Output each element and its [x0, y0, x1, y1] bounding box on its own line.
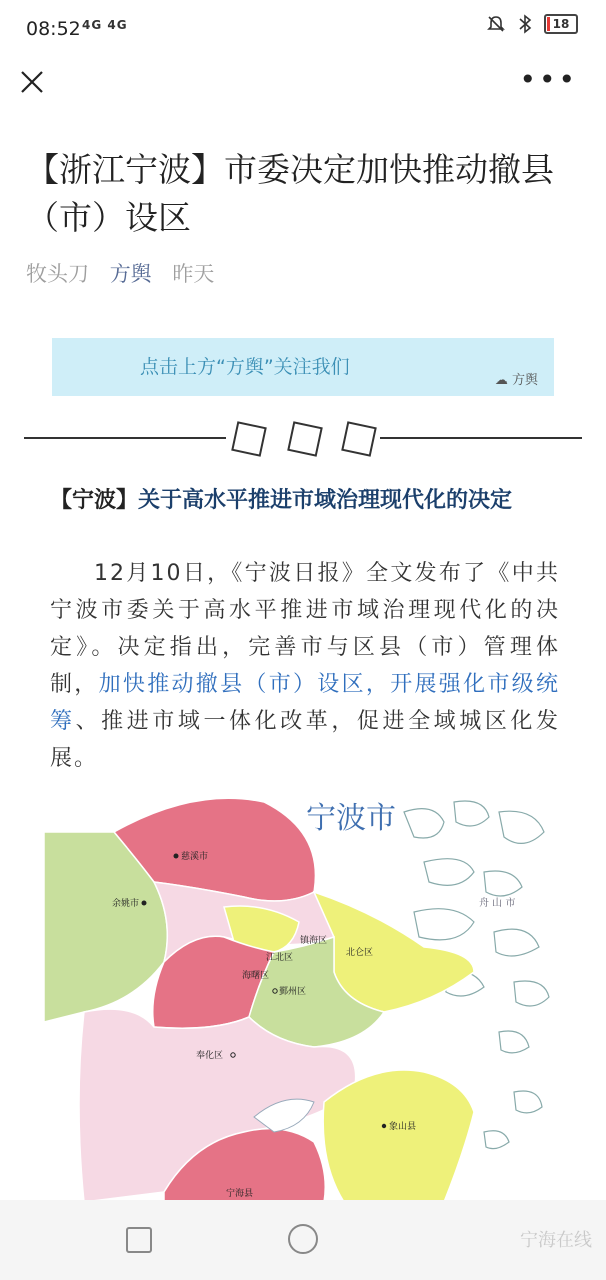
- label-fenghua: 奉化区: [196, 1051, 224, 1061]
- divider-line-right: [380, 437, 582, 439]
- divider-square-icon: [341, 421, 377, 457]
- battery-icon: [544, 14, 578, 34]
- label-jiangbei: 江北区: [266, 953, 294, 963]
- banner-watermark: [495, 369, 538, 388]
- banner-watermark-text: 方舆: [511, 373, 538, 388]
- divider-square-icon: [287, 421, 323, 457]
- account-link[interactable]: 方舆: [109, 262, 152, 286]
- ningbo-map: [44, 772, 562, 1202]
- follow-banner[interactable]: [52, 338, 554, 396]
- system-nav-bar: [0, 1200, 606, 1280]
- label-xiangshan: 象山县: [389, 1122, 417, 1132]
- label-yuyao: 余姚市: [112, 899, 140, 909]
- label-haishu: 海曙区: [242, 971, 270, 981]
- follow-banner-text: 点击上方“方舆”关注我们: [140, 356, 350, 378]
- article-paragraph: [50, 555, 560, 777]
- section-heading-text: 关于高水平推进市域治理现代化的决定: [138, 488, 513, 513]
- article-meta: [26, 258, 214, 288]
- article-title: 【浙江宁波】市委决定加快推动撤县（市）设区: [26, 150, 554, 237]
- region-xiangshan: [323, 1070, 474, 1202]
- status-icons: [486, 14, 578, 34]
- recent-apps-icon[interactable]: [126, 1227, 152, 1253]
- home-icon[interactable]: [288, 1224, 318, 1254]
- paragraph-highlight: 加快推动撤县（市）设区，开展强化市级统筹: [50, 672, 560, 734]
- status-bar: [0, 0, 606, 56]
- divider-line-left: [24, 437, 226, 439]
- paragraph-part-1: 12月10日，《宁波日报》全文发布了《中共宁波市委关于高水平推进市域治理现代化的决定》。决定指出，完善市与区县（市）管理体制，: [50, 561, 560, 697]
- paragraph-part-2: 、推进市域一体化改革，促进全域城区化发展。: [50, 709, 560, 771]
- status-time: 08:52: [26, 18, 81, 40]
- label-ninghai: 宁海县: [226, 1189, 254, 1199]
- map-title: 宁波市: [306, 801, 396, 836]
- site-watermark: 宁海在线: [520, 1230, 592, 1251]
- label-cixi: 慈溪市: [181, 852, 209, 862]
- author: 牧头刀: [26, 262, 89, 286]
- battery-level: 18: [552, 17, 570, 31]
- mute-bell-icon: [486, 14, 506, 34]
- bluetooth-icon: [518, 14, 532, 34]
- close-icon[interactable]: [18, 68, 46, 96]
- label-zhoushan: 舟 山 市: [479, 898, 516, 909]
- section-heading: [50, 482, 560, 519]
- publish-date: 昨天: [172, 262, 215, 286]
- network-signal-icon: 4G 4G: [82, 18, 128, 32]
- label-zhenhai: 镇海区: [300, 936, 328, 946]
- label-yinzhou: 鄞州区: [279, 987, 307, 997]
- divider-square-icon: [231, 421, 267, 457]
- label-beilun: 北仑区: [346, 948, 374, 958]
- wechat-icon: ☁: [494, 373, 508, 388]
- top-nav: [0, 56, 606, 116]
- section-heading-tag: 【宁波】: [50, 488, 139, 513]
- section-divider: [24, 416, 582, 460]
- more-options-icon[interactable]: •••: [519, 63, 578, 96]
